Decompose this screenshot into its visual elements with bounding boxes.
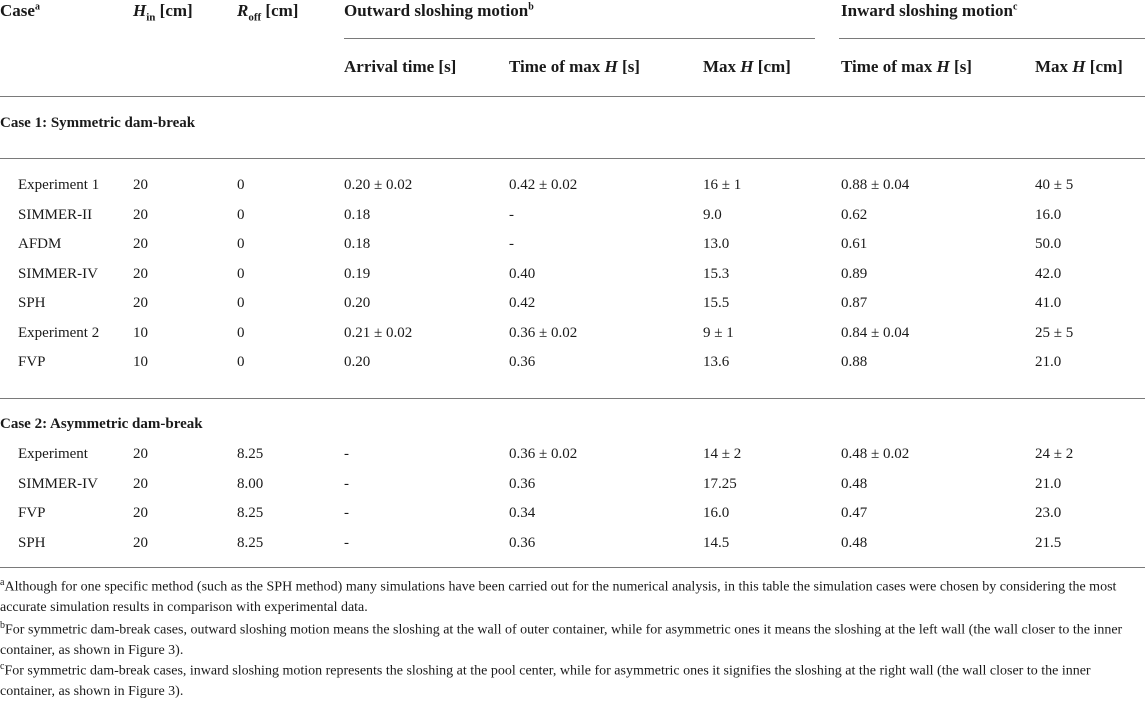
header-inward: Inward sloshing motion$^c$ [841,1,1018,20]
cell-roff: 8.00 [237,475,264,492]
cell-case: FVP [18,505,46,521]
cell-case: SIMMER-IV [18,265,99,282]
cell-inward-time-max: 0.48 [841,475,868,492]
cell-case: FVP [18,354,46,370]
outward-group-rule [344,38,815,39]
cell-inward-max-h: 24 ± 2 [1035,446,1074,462]
cell-hin: 20 [133,177,148,193]
header-inward-time-max: Time of max H [s] [841,57,972,76]
cell-arrival-time: 0.18 [344,206,371,223]
cell-outward-max-h: 15.3 [703,265,730,282]
cell-inward-time-max: 0.88 [841,354,868,370]
cell-outward-max-h: 14.5 [703,534,730,551]
cell-inward-max-h: 42.0 [1035,265,1062,282]
cell-inward-max-h: 50.0 [1035,236,1062,252]
cell-roff: 0 [237,236,245,252]
cell-hin: 10 [133,324,148,341]
cell-outward-time-max: 0.34 [509,505,536,521]
cell-hin: 20 [133,505,148,521]
cell-roff: 0 [237,265,245,282]
cell-arrival-time: - [344,475,349,492]
cell-hin: 20 [133,236,148,252]
cell-outward-max-h: 13.6 [703,354,730,370]
cell-outward-max-h: 13.0 [703,236,730,252]
cell-inward-time-max: 0.61 [841,236,868,252]
cell-outward-max-h: 16.0 [703,505,730,521]
footnote-c: $^c$For symmetric dam-break cases, inward sloshing motion represents the sloshing at the pool center, while for asymmetric ones it signifies the sloshing at the right wall (the wall closer to the inner container, as shown in Figure 3). [0,661,1091,700]
cell-inward-max-h: 41.0 [1035,295,1062,311]
section-title: Case 1: Symmetric dam-break [0,115,196,131]
header-arrival-time: Arrival time [s] [344,57,457,76]
cell-outward-max-h: 17.25 [703,475,737,492]
cell-roff: 8.25 [237,534,264,551]
cell-case: AFDM [18,236,62,252]
cell-inward-max-h: 25 ± 5 [1035,324,1074,341]
cell-outward-time-max: 0.40 [509,265,536,282]
header-roff: $R_{off}$ [cm] [237,1,299,24]
cell-roff: 0 [237,177,245,193]
cell-inward-time-max: 0.48 ± 0.02 [841,446,910,462]
section-divider-rule [0,398,1145,399]
cell-inward-time-max: 0.47 [841,505,868,521]
cell-roff: 0 [237,295,245,311]
cell-case: SPH [18,295,46,311]
cell-inward-time-max: 0.48 [841,534,868,551]
cell-inward-time-max: 0.84 ± 0.04 [841,324,910,341]
inward-group-rule [839,38,1145,39]
footnote-a: $^a$Although for one specific method (such as the SPH method) many simulations have been carried out for the numerical analysis, in this table the simulation cases were chosen by considering the most accurate simulation results in comparison with experimental data. [0,577,1117,616]
cell-arrival-time: 0.20 [344,354,371,370]
cell-case: SIMMER-IV [18,475,99,492]
cell-hin: 20 [133,446,148,462]
cell-hin: 20 [133,206,148,223]
cell-arrival-time: - [344,505,349,521]
cell-arrival-time: 0.20 ± 0.02 [344,177,413,193]
cell-outward-max-h: 14 ± 2 [703,446,742,462]
cell-inward-max-h: 16.0 [1035,206,1062,223]
cell-arrival-time: 0.18 [344,236,371,252]
header-outward-max-h: Max H [cm] [703,57,791,76]
cell-inward-time-max: 0.87 [841,295,868,311]
cell-outward-time-max: - [509,236,514,252]
section-rule [0,158,1145,159]
cell-inward-time-max: 0.89 [841,265,868,282]
cell-arrival-time: 0.19 [344,265,371,282]
cell-roff: 8.25 [237,446,264,462]
table-bottom-rule [0,567,1145,568]
cell-inward-max-h: 40 ± 5 [1035,177,1074,193]
cell-outward-max-h: 15.5 [703,295,730,311]
section-title: Case 2: Asymmetric dam-break [0,416,203,432]
header-inward-max-h: Max H [cm] [1035,57,1123,76]
cell-roff: 0 [237,324,245,341]
cell-outward-time-max: 0.36 [509,354,536,370]
cell-outward-time-max: 0.36 ± 0.02 [509,324,578,341]
cell-arrival-time: - [344,534,349,551]
cell-hin: 20 [133,295,148,311]
header-outward-time-max: Time of max H [s] [509,57,640,76]
cell-outward-time-max: - [509,206,514,223]
header-bottom-rule [0,96,1145,97]
cell-outward-time-max: 0.42 [509,295,536,311]
cell-outward-time-max: 0.42 ± 0.02 [509,177,578,193]
cell-hin: 20 [133,534,148,551]
footnote-b: $^b$For symmetric dam-break cases, outward sloshing motion means the sloshing at the wall of outer container, while for asymmetric ones it means the sloshing at the left wall (the wall closer to the inner container, as shown in Figure 3). [0,620,1123,659]
cell-hin: 20 [133,265,148,282]
cell-arrival-time: - [344,446,349,462]
cell-outward-time-max: 0.36 [509,534,536,551]
cell-case: Experiment [18,446,88,462]
cell-inward-max-h: 21.0 [1035,475,1062,492]
header-hin: $H_{in}$ [cm] [133,1,193,24]
cell-outward-max-h: 9 ± 1 [703,324,734,341]
cell-roff: 0 [237,206,245,223]
cell-roff: 8.25 [237,505,264,521]
cell-outward-time-max: 0.36 ± 0.02 [509,446,578,462]
cell-roff: 0 [237,354,245,370]
cell-inward-max-h: 21.0 [1035,354,1062,370]
cell-case: Experiment 2 [18,324,100,341]
cell-arrival-time: 0.21 ± 0.02 [344,324,413,341]
cell-hin: 10 [133,354,148,370]
cell-case: SIMMER-II [18,206,93,223]
cell-outward-time-max: 0.36 [509,475,536,492]
header-case: Case$^a$ [0,1,40,20]
cell-outward-max-h: 16 ± 1 [703,177,742,193]
cell-inward-max-h: 21.5 [1035,534,1062,551]
cell-hin: 20 [133,475,148,492]
cell-outward-max-h: 9.0 [703,206,722,223]
cell-inward-time-max: 0.88 ± 0.04 [841,177,910,193]
cell-case: Experiment 1 [18,177,100,193]
cell-inward-time-max: 0.62 [841,206,868,223]
cell-arrival-time: 0.20 [344,295,371,311]
cell-inward-max-h: 23.0 [1035,505,1062,521]
cell-case: SPH [18,534,46,551]
header-outward: Outward sloshing motion$^b$ [344,1,534,20]
